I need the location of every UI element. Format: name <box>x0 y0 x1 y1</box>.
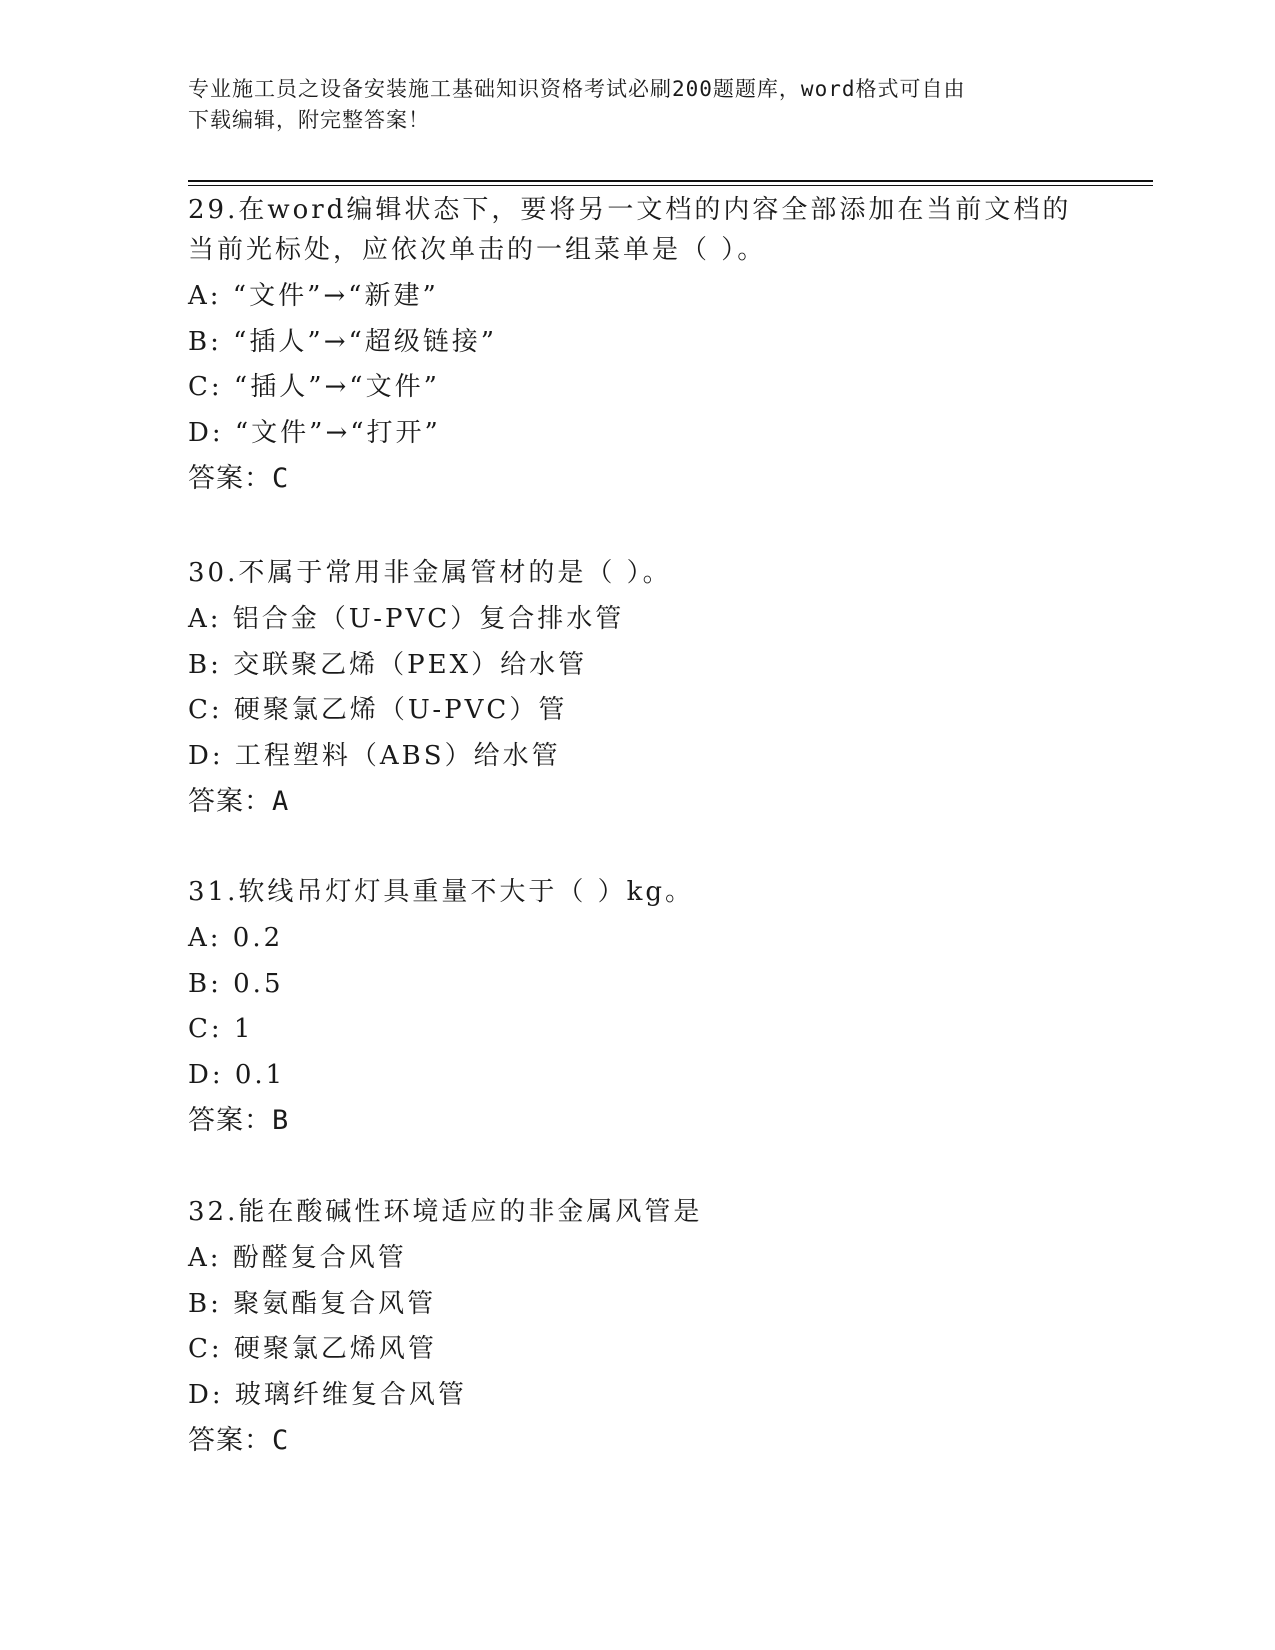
option-c: C: 硬聚氯乙烯风管 <box>188 1334 437 1364</box>
option-c: C: 硬聚氯乙烯（U-PVC）管 <box>188 695 568 725</box>
option-c: C: “插人”→“文件” <box>188 372 440 402</box>
option-b: B: 交联聚乙烯（PEX）给水管 <box>188 649 588 680</box>
question-30 <box>188 553 1088 825</box>
question-stem: 30.不属于常用非金属管材的是（ ）。 <box>188 558 672 588</box>
option-a: A: 酚醛复合风管 <box>188 1243 407 1273</box>
answer-line: 答案：C <box>188 463 290 494</box>
option-list <box>188 274 1088 456</box>
header-divider-thick <box>188 180 1153 182</box>
question-stem: 31.软线吊灯灯具重量不大于（ ）kg。 <box>188 877 695 907</box>
header-divider-thin <box>188 185 1153 186</box>
document-header <box>188 74 1068 136</box>
option-list <box>188 1236 1088 1418</box>
option-d: D: 0.1 <box>188 1059 286 1090</box>
question-stem: 32.能在酸碱性环境适应的非金属风管是 <box>188 1197 703 1227</box>
option-d: D: 工程塑料（ABS）给水管 <box>188 740 561 771</box>
option-d: D: 玻璃纤维复合风管 <box>188 1379 467 1410</box>
answer-line: 答案：A <box>188 786 290 817</box>
answer-line: 答案：C <box>188 1425 290 1456</box>
option-a: A: 铝合金（U-PVC）复合排水管 <box>188 604 625 634</box>
question-stem-line-1: 29.在word编辑状态下，要将另一文档的内容全部添加在当前文档的 <box>188 195 1072 225</box>
option-b: B: 聚氨酯复合风管 <box>188 1288 437 1319</box>
option-b: B: 0.5 <box>188 968 284 999</box>
option-a: A: “文件”→“新建” <box>188 281 439 311</box>
answer-line: 答案：B <box>188 1105 290 1136</box>
option-d: D: “文件”→“打开” <box>188 417 441 448</box>
option-b: B: “插人”→“超级链接” <box>188 326 498 357</box>
question-stem-line-2: 当前光标处，应依次单击的一组菜单是（ ）。 <box>188 235 767 265</box>
question-29 <box>188 190 1088 502</box>
question-31 <box>188 872 1088 1144</box>
option-a: A: 0.2 <box>188 923 284 953</box>
option-list <box>188 916 1088 1098</box>
option-list <box>188 597 1088 779</box>
option-c: C: 1 <box>188 1014 254 1044</box>
header-line-2: 下载编辑，附完整答案！ <box>188 108 430 132</box>
question-32 <box>188 1192 1088 1464</box>
header-line-1: 专业施工员之设备安装施工基础知识资格考试必刷200题题库，word格式可自由 <box>188 77 966 101</box>
